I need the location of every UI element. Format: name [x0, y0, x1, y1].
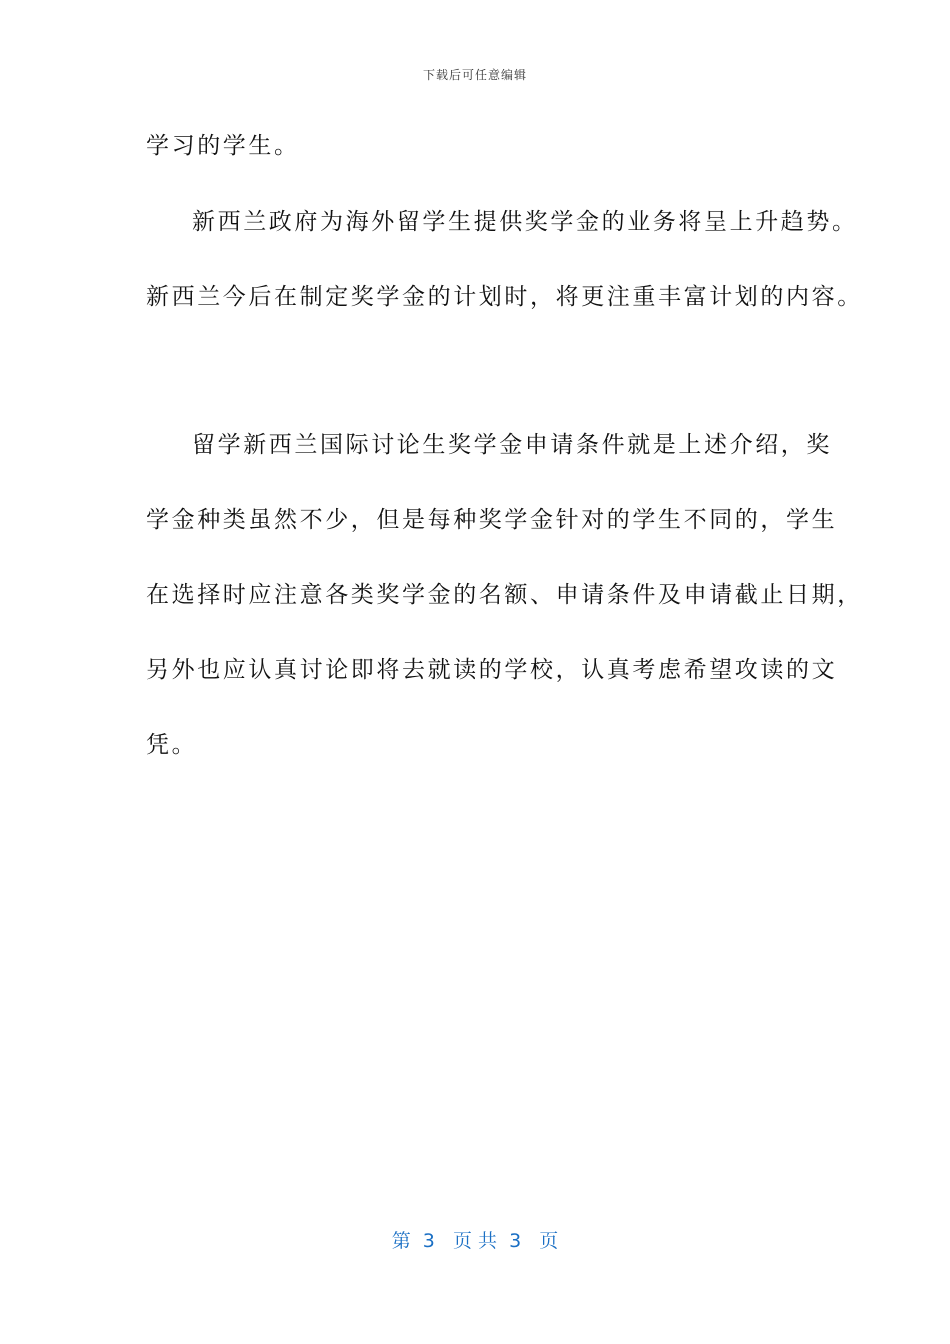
- page-number-footer: 第 3 页 共 3 页: [391, 1230, 559, 1252]
- body-line-3: 新西兰今后在制定奖学金的计划时，将更注重丰富计划的内容。: [146, 284, 863, 310]
- body-line-2: 新西兰政府为海外留学生提供奖学金的业务将呈上升趋势。: [192, 209, 858, 235]
- body-line-7: 另外也应认真讨论即将去就读的学校，认真考虑希望攻读的文: [146, 657, 838, 683]
- body-line-6: 在选择时应注意各类奖学金的名额、申请条件及申请截止日期，: [146, 582, 863, 608]
- body-line-5: 学金种类虽然不少，但是每种奖学金针对的学生不同的，学生: [146, 507, 838, 533]
- body-line-8: 凭。: [146, 732, 198, 758]
- body-line-1: 学习的学生。: [146, 133, 300, 159]
- header-note: 下载后可任意编辑: [422, 68, 527, 82]
- body-line-4: 留学新西兰国际讨论生奖学金申请条件就是上述介绍，奖: [192, 432, 832, 458]
